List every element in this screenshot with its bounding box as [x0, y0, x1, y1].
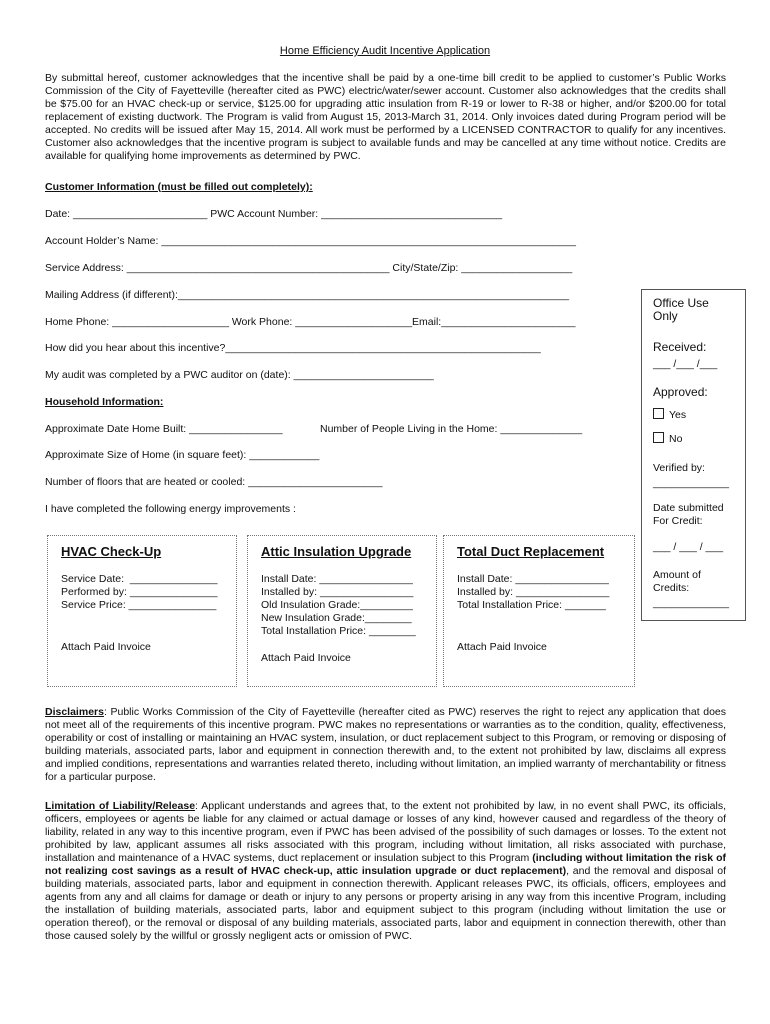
office-use-panel — [641, 289, 746, 621]
attic-insulation-title: Attic Insulation Upgrade — [261, 544, 412, 559]
hear-about-field[interactable]: How did you hear about this incentive?______________________________________________________ — [45, 342, 541, 354]
received-label: Received: — [653, 340, 707, 354]
duct-fields[interactable]: Install Date: ________________ Installed by: ________________ Total Installation Price: _______ — [457, 573, 610, 611]
verified-by-field[interactable]: _____________ — [653, 477, 729, 489]
office-use-heading: Office Use Only — [653, 296, 709, 323]
liability-bold-text: (including without limitation the risk of not realizing cost savings as a result of HVAC check-up, attic insulation upgrade or duct replacement) — [45, 852, 726, 877]
duct-replacement-box — [443, 535, 635, 687]
approved-yes-option[interactable]: Yes — [653, 408, 741, 422]
liability-text-1: : Applicant understands and agrees that, to the extent not prohibited by law, in no event shall PWC, its officials, officers, employees or agents be liable for any claimed or actual damage or losses of any kind, however caused and regardless of the theory of liability, related in any way to this incentive program, even if PWC has been advised of the possibility of such damages or losses. To the extent not prohibited by law, applicant assumes all risks associated with this program, including without limitation, all risks associated with purchase, installation and maintenance of a HVAC systems, duct replacement or insulation subject to this Program — [45, 800, 726, 864]
intro-paragraph: By submittal hereof, customer acknowledges that the incentive shall be paid by a one-time bill credit to be applied to customer’s Public Works Commission of the City of Fayetteville (hereafter cited as PWC) electric/water/sewer account. Customer also acknowledges that the credits shall be $75.00 for an HVAC check-up or service, $125.00 for upgrading attic insulation from R-19 or lower to R-38 or higher, and/or $200.00 for total replacement of existing ductwork. The Program is valid from August 15, 2013-March 31, 2014. Only invoices dated during Program period will be accepted. No credits will be issued after May 15, 2014. All work must be performed by a LICENSED CONTRACTOR to qualify for any incentives. Customer also acknowledges that the incentive program is subject to available funds and may be cancelled at any time without notice. Credits are available for qualifying home improvements as determined by PWC. — [45, 72, 726, 162]
hvac-invoice-note: Attach Paid Invoice — [61, 641, 151, 653]
date-submitted-label: Date submitted For Credit: — [653, 502, 724, 527]
floors-field[interactable]: Number of floors that are heated or cooled: _______________________ — [45, 476, 383, 488]
mailing-address-field[interactable]: Mailing Address (if different):___________________________________________________________________ — [45, 289, 570, 301]
disclaimers-paragraph — [45, 706, 726, 784]
improvements-label: I have completed the following energy improvements : — [45, 503, 296, 515]
account-holder-field[interactable]: Account Holder’s Name: _______________________________________________________________________ — [45, 235, 576, 247]
approved-label: Approved: — [653, 385, 708, 399]
amount-credits-field[interactable]: _____________ — [653, 597, 729, 609]
amount-credits-label: Amount of Credits: — [653, 569, 701, 594]
home-size-field[interactable]: Approximate Size of Home (in square feet): ____________ — [45, 449, 320, 461]
hvac-fields[interactable]: Service Date: _______________ Performed by: _______________ Service Price: _______________ — [61, 573, 218, 611]
liability-text-2: , and the removal and disposal of building materials, associated parts, labor and equipment in connection therewith. Applicant releases PWC, its officials, officers, employees and agents from any and all claims for damage or death or injury to any persons or property arising in any way from this incentive Program, including the installation of building materials, associated parts, labor and equipment subject to this program (including without limitation the use or operation thereof), or the removal or disposal of any building materials, associated parts, labor and equipment in connection therewith, other than those caused solely by the willful or grossly negligent acts or omission of PWC. — [45, 865, 726, 942]
date-built-field[interactable]: Approximate Date Home Built: ________________ — [45, 423, 283, 435]
household-info-heading: Household Information: — [45, 396, 164, 408]
disclaimers-text: : Public Works Commission of the City of Fayetteville (hereafter cited as PWC) reserves the right to reject any application that does not meet all of the requirements of this incentive program. PWC makes no representations or warranties as to the condition, quality, effectiveness, operability or cost of installing or maintaining an HVAC system, insulation, or duct replacement subject to this Program, or removing or disposing of building materials, associated parts, labor and equipment in connection therewith and, to the extent not prohibited by law, disclaims all express and implied conditions, representations and warranties related thereto, including without limitation, an implied warranty of merchantability or fitness for a particular purpose. — [45, 706, 726, 783]
attic-invoice-note: Attach Paid Invoice — [261, 652, 351, 664]
date-account-field[interactable]: Date: _______________________ PWC Account Number: _______________________________ — [45, 208, 503, 220]
duct-replacement-title: Total Duct Replacement — [457, 544, 605, 559]
approved-no-option[interactable]: No — [653, 432, 741, 446]
phone-email-field[interactable]: Home Phone: ____________________ Work Phone: ____________________Email:_______________________ — [45, 316, 576, 328]
people-living-field[interactable]: Number of People Living in the Home: ______________ — [320, 423, 583, 435]
service-address-field[interactable]: Service Address: _____________________________________________ City/State/Zip: ___________________ — [45, 262, 573, 274]
date-submitted-field[interactable]: ___ / ___ / ___ — [653, 541, 724, 553]
checkbox-icon[interactable] — [653, 432, 664, 443]
customer-info-heading: Customer Information (must be filled out completely): — [45, 181, 313, 193]
duct-invoice-note: Attach Paid Invoice — [457, 641, 547, 653]
received-date-field[interactable]: ___ /___ /___ — [653, 358, 718, 370]
document-title: Home Efficiency Audit Incentive Application — [279, 45, 491, 57]
liability-label: Limitation of Liability/Release — [45, 800, 196, 812]
checkbox-icon[interactable] — [653, 408, 664, 419]
attic-fields[interactable]: Install Date: ________________ Installed by: ________________ Old Insulation Grade:_________ New Insulation Grade:________ Total Installation Price: ________ — [261, 573, 416, 637]
audit-date-field[interactable]: My audit was completed by a PWC auditor on (date): ________________________ — [45, 369, 434, 381]
verified-by-label: Verified by: — [653, 462, 705, 474]
hvac-checkup-title: HVAC Check-Up — [61, 544, 162, 559]
hvac-checkup-box — [47, 535, 237, 687]
attic-insulation-box — [247, 535, 437, 687]
liability-paragraph — [45, 800, 726, 943]
disclaimers-label: Disclaimers — [45, 706, 104, 718]
